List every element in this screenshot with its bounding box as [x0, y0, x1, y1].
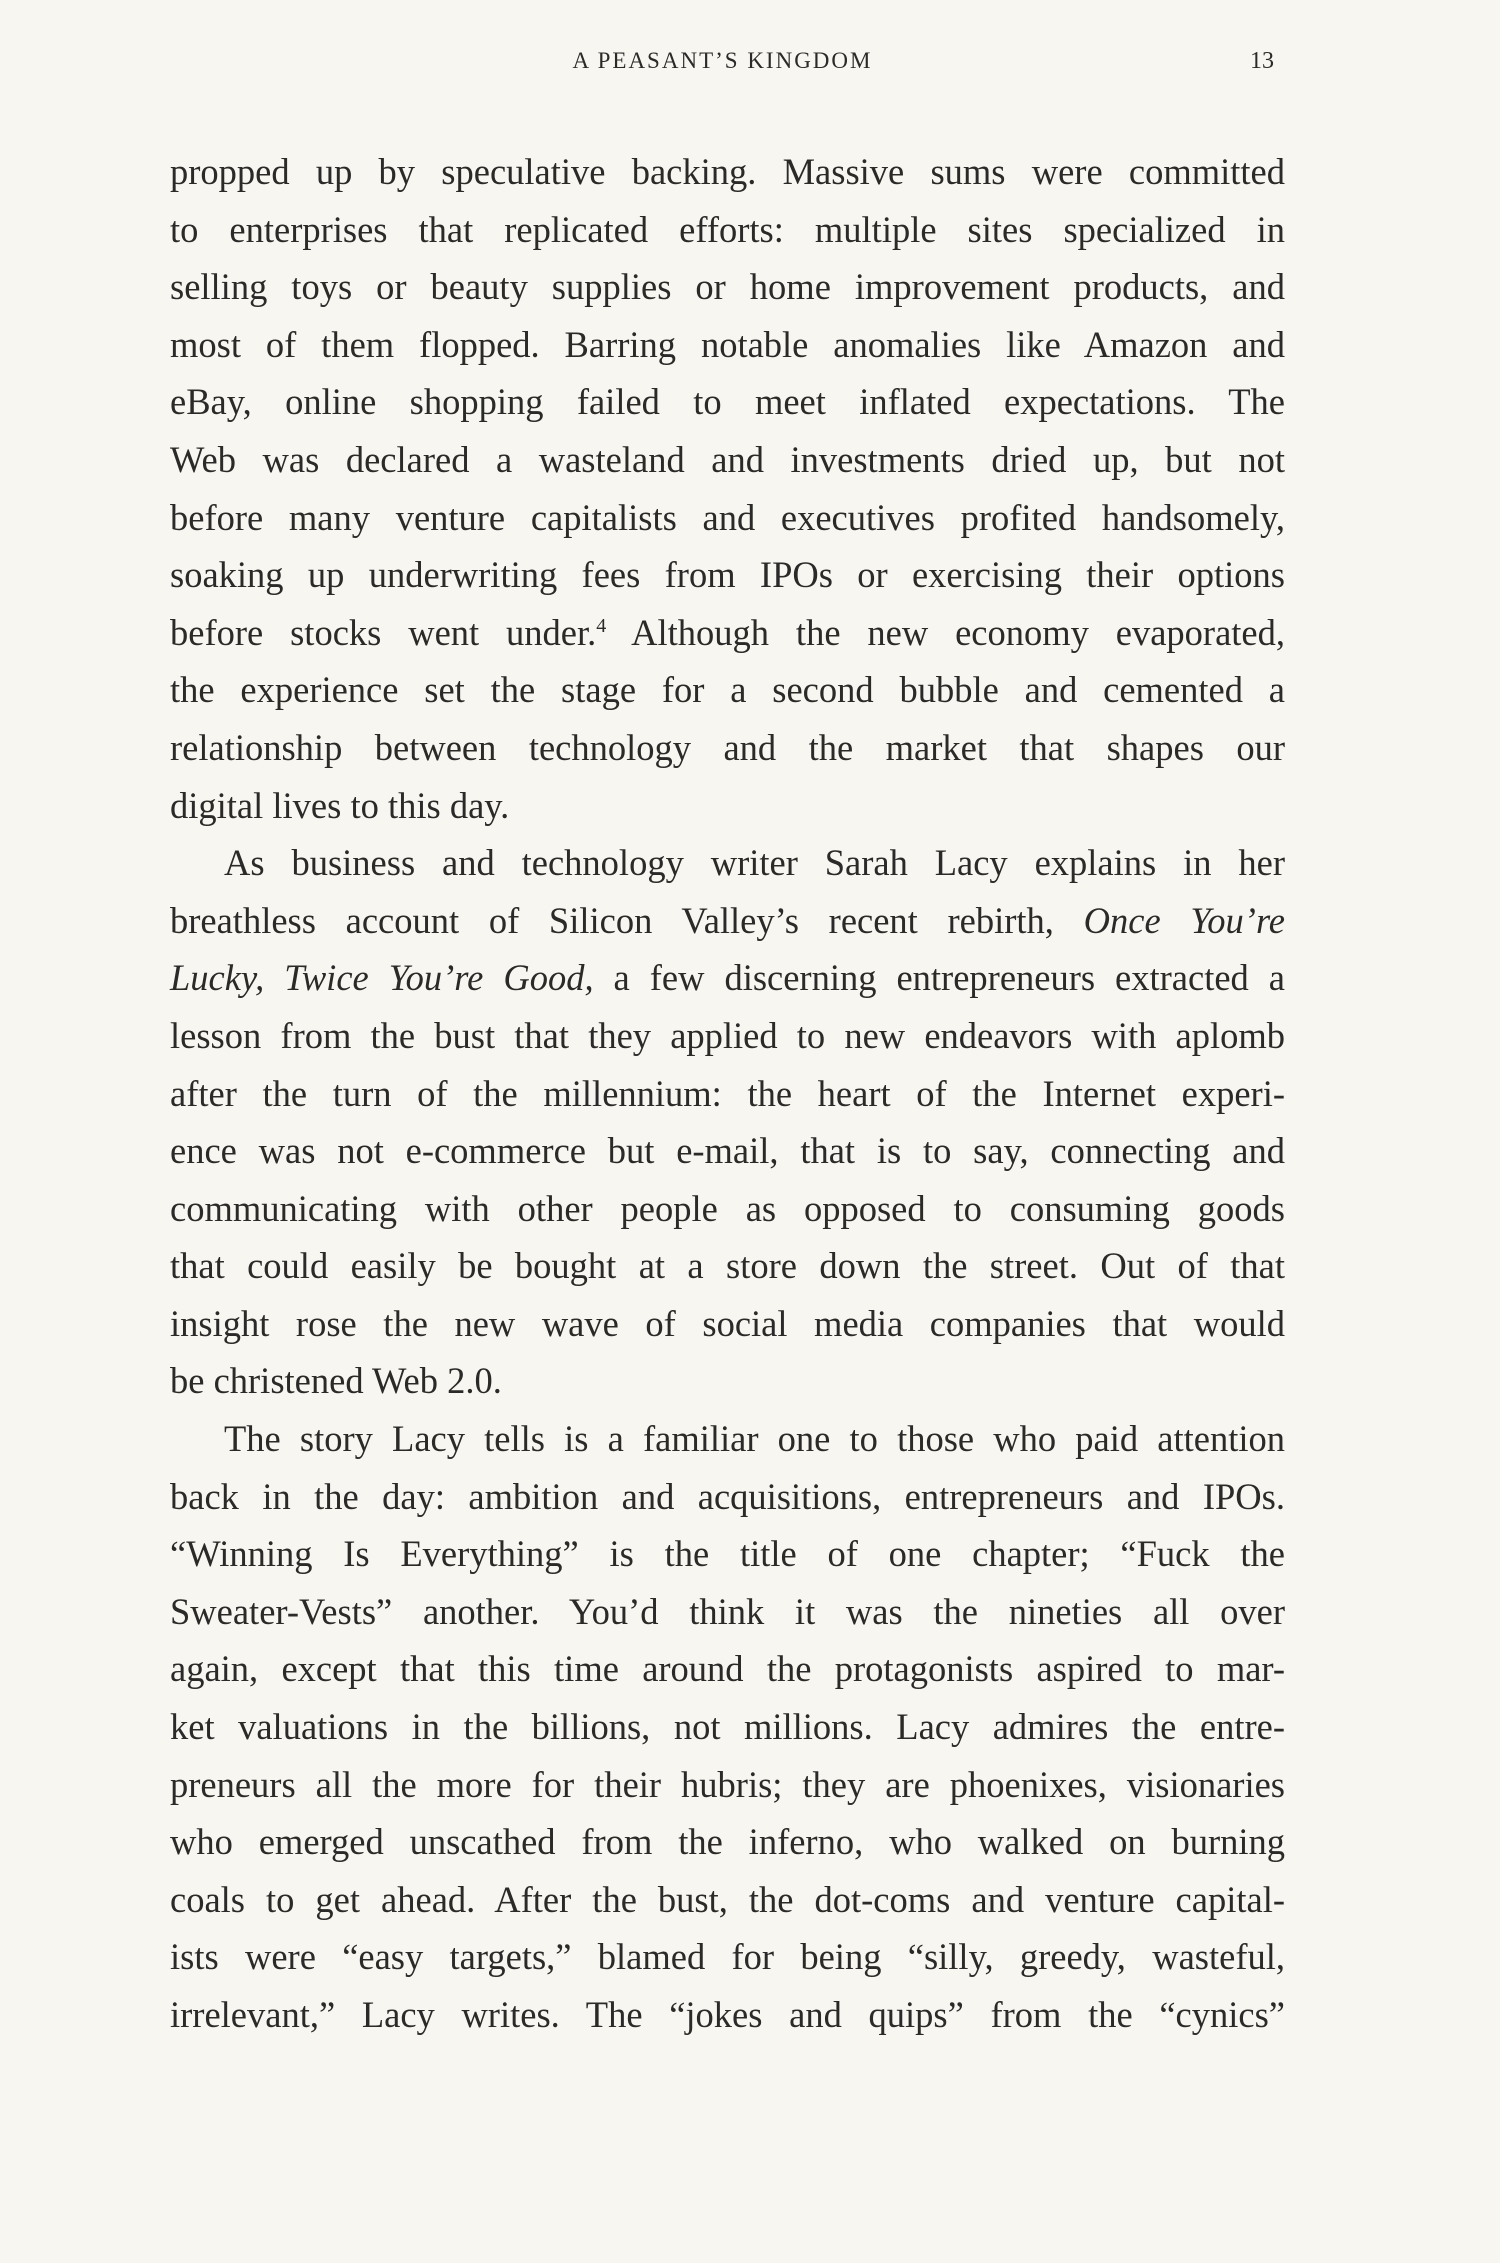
text-run: who emerged unscathed from the inferno, who walked on burning: [170, 1821, 1285, 1863]
text-line: [170, 1525, 1285, 1583]
text-run: be christened Web 2.0.: [170, 1360, 502, 1402]
text-run: irrelevant,” Lacy writes. The “jokes and quips” from the “cynics”: [170, 1994, 1285, 2035]
text-run: a few discerning entrepreneurs extracted a: [593, 957, 1285, 999]
text-run: that could easily be bought at a store down the street. Out of that: [170, 1245, 1285, 1287]
text-line: [170, 661, 1285, 719]
text-run: insight rose the new wave of social media companies that would: [170, 1302, 1285, 1344]
text-run: eBay, online shopping failed to meet inflated expectations. The: [170, 381, 1285, 423]
text-line: [170, 316, 1285, 374]
text-run: back in the day: ambition and acquisitions, entrepreneurs and IPOs.: [170, 1475, 1285, 1517]
text-run: ists were “easy targets,” blamed for being “silly, greedy, wasteful,: [170, 1936, 1285, 1978]
text-line: [170, 1352, 1285, 1410]
body-text: [170, 143, 1285, 2044]
text-line: [170, 258, 1285, 316]
italic-title: Once You’re: [1083, 899, 1285, 941]
text-line: [170, 431, 1285, 489]
text-line: [170, 1756, 1285, 1814]
text-line: [170, 143, 1285, 201]
text-run: coals to get ahead. After the bust, the dot-coms and venture capital-: [170, 1878, 1285, 1920]
text-run: As business and technology writer Sarah Lacy explains in her: [224, 842, 1285, 884]
text-line: [170, 1468, 1285, 1526]
text-run: most of them flopped. Barring notable anomalies like Amazon and: [170, 323, 1285, 365]
footnote-ref: 4: [596, 614, 607, 637]
page-number: 13: [1250, 48, 1274, 74]
page-header: [0, 48, 1500, 80]
text-run: lesson from the bust that they applied to new endeavors with aplomb: [170, 1014, 1285, 1056]
text-line: [170, 604, 1285, 662]
text-line: [170, 1007, 1285, 1065]
text-run: ket valuations in the billions, not millions. Lacy admires the entre-: [170, 1706, 1285, 1748]
text-line: [170, 834, 1285, 892]
text-run: breathless account of Silicon Valley’s recent rebirth,: [170, 899, 1084, 941]
text-line: [170, 1583, 1285, 1641]
text-run: before stocks went under.: [170, 611, 597, 653]
text-line: [170, 1871, 1285, 1929]
text-line: [170, 1410, 1285, 1468]
text-run: relationship between technology and the market that shapes our: [170, 726, 1285, 768]
text-run: soaking up underwriting fees from IPOs or exercising their options: [170, 554, 1285, 596]
italic-title: Lucky, Twice You’re Good,: [170, 957, 594, 999]
text-line: [170, 1237, 1285, 1295]
text-run: preneurs all the more for their hubris; they are phoenixes, visionaries: [170, 1763, 1285, 1805]
text-line: [170, 546, 1285, 604]
text-line: [170, 1813, 1285, 1871]
running-head: A PEASANT’S KINGDOM: [572, 48, 873, 73]
text-run: to enterprises that replicated efforts: multiple sites specialized in: [170, 208, 1285, 250]
text-run: propped up by speculative backing. Massive sums were committed: [170, 151, 1285, 192]
text-line: [170, 373, 1285, 431]
text-run: before many venture capitalists and executives profited handsomely,: [170, 496, 1285, 538]
text-run: the experience set the stage for a second bubble and cemented a: [170, 669, 1285, 711]
text-line: [170, 201, 1285, 259]
text-run: communicating with other people as opposed to consuming goods: [170, 1187, 1285, 1229]
text-line: [170, 489, 1285, 547]
text-run: selling toys or beauty supplies or home improvement products, and: [170, 266, 1285, 308]
paragraph: [170, 143, 1285, 834]
paragraph: [170, 834, 1285, 1410]
text-line: [170, 1180, 1285, 1238]
text-line: [170, 1295, 1285, 1353]
text-line: [170, 949, 1285, 1007]
text-line: [170, 1065, 1285, 1123]
text-run: Web was declared a wasteland and investments dried up, but not: [170, 438, 1285, 480]
text-line: [170, 892, 1285, 950]
text-line: [170, 719, 1285, 777]
text-run: digital lives to this day.: [170, 784, 510, 826]
text-line: [170, 777, 1285, 835]
text-line: [170, 1698, 1285, 1756]
text-run: ence was not e-commerce but e-mail, that is to say, connecting and: [170, 1130, 1285, 1172]
paragraph: [170, 1410, 1285, 2044]
text-run: The story Lacy tells is a familiar one to those who paid attention: [224, 1418, 1285, 1460]
text-line: [170, 1928, 1285, 1986]
text-run: Sweater-Vests” another. You’d think it was the nineties all over: [170, 1590, 1285, 1632]
text-line: [170, 1986, 1285, 2044]
text-run: Although the new economy evaporated,: [606, 611, 1285, 653]
text-line: [170, 1640, 1285, 1698]
text-run: again, except that this time around the protagonists aspired to mar-: [170, 1648, 1285, 1690]
text-line: [170, 1122, 1285, 1180]
text-run: “Winning Is Everything” is the title of one chapter; “Fuck the: [170, 1533, 1285, 1575]
text-run: after the turn of the millennium: the heart of the Internet experi-: [170, 1072, 1285, 1114]
